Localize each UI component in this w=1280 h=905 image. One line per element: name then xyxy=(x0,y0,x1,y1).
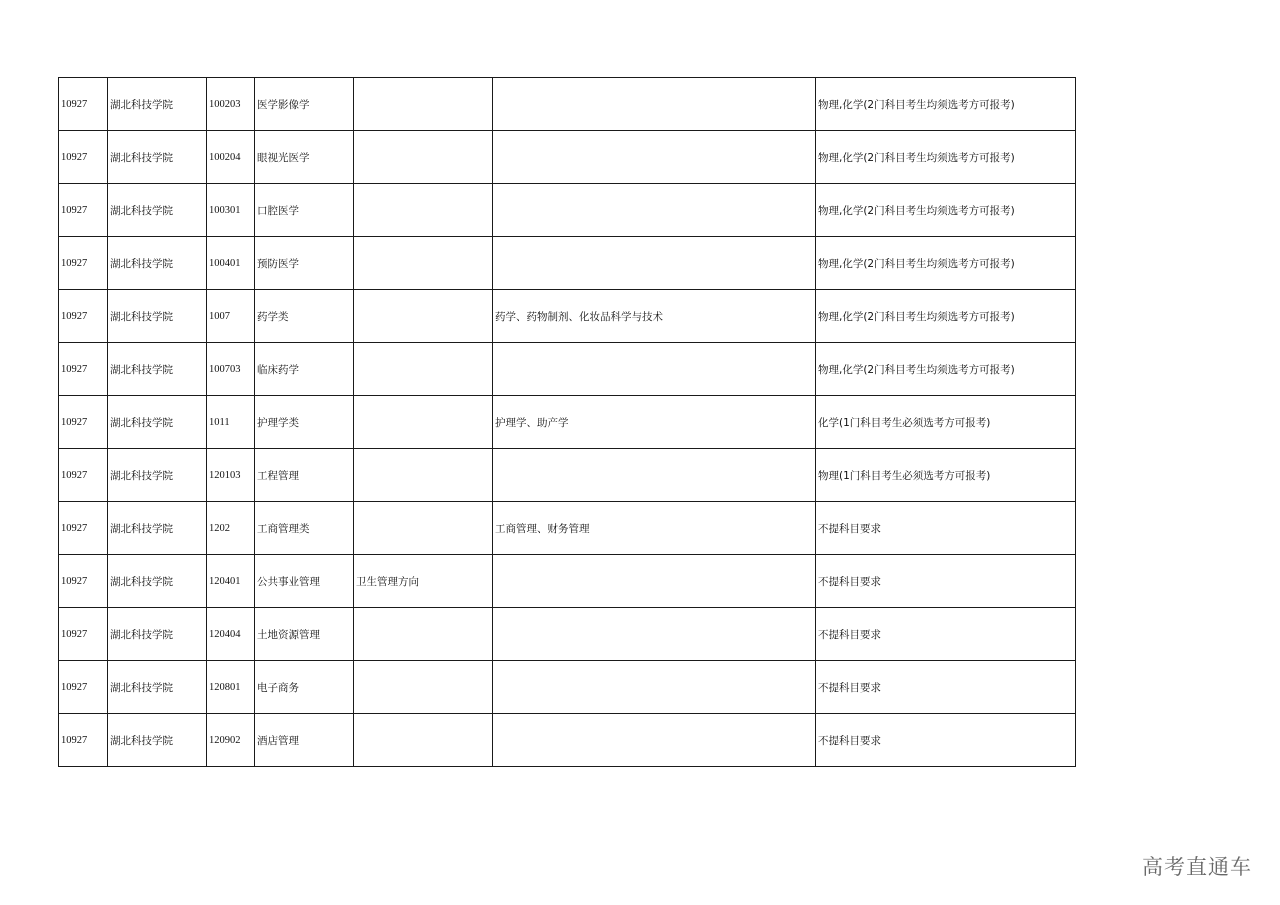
major-direction-cell xyxy=(354,184,493,237)
major-name-cell: 工商管理类 xyxy=(255,502,354,555)
school-name-cell: 湖北科技学院 xyxy=(108,290,207,343)
major-direction-cell xyxy=(354,608,493,661)
school-name-cell: 湖北科技学院 xyxy=(108,343,207,396)
school-name-cell: 湖北科技学院 xyxy=(108,396,207,449)
table-row xyxy=(59,290,1076,343)
table-body xyxy=(59,78,1076,767)
included-majors-cell xyxy=(493,608,816,661)
major-direction-cell xyxy=(354,343,493,396)
major-name-cell: 药学类 xyxy=(255,290,354,343)
school-name-cell: 湖北科技学院 xyxy=(108,131,207,184)
major-name-cell: 公共事业管理 xyxy=(255,555,354,608)
school-name-cell: 湖北科技学院 xyxy=(108,608,207,661)
subject-requirement-cell: 物理,化学(2门科目考生均须选考方可报考) xyxy=(816,78,1076,131)
subject-requirement-cell: 物理,化学(2门科目考生均须选考方可报考) xyxy=(816,290,1076,343)
school-code-cell: 10927 xyxy=(59,449,108,502)
major-code-cell: 100204 xyxy=(207,131,255,184)
subject-requirement-cell: 物理,化学(2门科目考生均须选考方可报考) xyxy=(816,131,1076,184)
major-direction-cell xyxy=(354,290,493,343)
major-direction-cell xyxy=(354,396,493,449)
school-code-cell: 10927 xyxy=(59,290,108,343)
subject-requirement-cell: 不提科目要求 xyxy=(816,661,1076,714)
major-code-cell: 120404 xyxy=(207,608,255,661)
included-majors-cell xyxy=(493,661,816,714)
subject-requirement-cell: 物理,化学(2门科目考生均须选考方可报考) xyxy=(816,237,1076,290)
included-majors-cell: 工商管理、财务管理 xyxy=(493,502,816,555)
school-code-cell: 10927 xyxy=(59,555,108,608)
included-majors-cell xyxy=(493,78,816,131)
major-direction-cell xyxy=(354,449,493,502)
major-direction-cell xyxy=(354,78,493,131)
table-row xyxy=(59,449,1076,502)
school-name-cell: 湖北科技学院 xyxy=(108,184,207,237)
major-direction-cell: 卫生管理方向 xyxy=(354,555,493,608)
subject-requirement-cell: 物理,化学(2门科目考生均须选考方可报考) xyxy=(816,343,1076,396)
included-majors-cell xyxy=(493,555,816,608)
major-code-cell: 120103 xyxy=(207,449,255,502)
subject-requirement-cell: 不提科目要求 xyxy=(816,555,1076,608)
table-row xyxy=(59,131,1076,184)
major-name-cell: 医学影像学 xyxy=(255,78,354,131)
major-name-cell: 酒店管理 xyxy=(255,714,354,767)
major-name-cell: 预防医学 xyxy=(255,237,354,290)
major-code-cell: 100301 xyxy=(207,184,255,237)
school-name-cell: 湖北科技学院 xyxy=(108,555,207,608)
table-row xyxy=(59,714,1076,767)
table-row xyxy=(59,555,1076,608)
school-name-cell: 湖北科技学院 xyxy=(108,714,207,767)
school-code-cell: 10927 xyxy=(59,714,108,767)
included-majors-cell xyxy=(493,449,816,502)
major-direction-cell xyxy=(354,502,493,555)
table-row xyxy=(59,184,1076,237)
major-code-cell: 1011 xyxy=(207,396,255,449)
school-code-cell: 10927 xyxy=(59,343,108,396)
school-code-cell: 10927 xyxy=(59,237,108,290)
major-direction-cell xyxy=(354,131,493,184)
table-row xyxy=(59,343,1076,396)
major-code-cell: 1007 xyxy=(207,290,255,343)
subject-requirement-cell: 物理,化学(2门科目考生均须选考方可报考) xyxy=(816,184,1076,237)
major-name-cell: 眼视光医学 xyxy=(255,131,354,184)
major-name-cell: 临床药学 xyxy=(255,343,354,396)
school-code-cell: 10927 xyxy=(59,502,108,555)
included-majors-cell xyxy=(493,714,816,767)
major-code-cell: 1202 xyxy=(207,502,255,555)
subject-requirement-cell: 物理(1门科目考生必须选考方可报考) xyxy=(816,449,1076,502)
school-code-cell: 10927 xyxy=(59,396,108,449)
table-row xyxy=(59,661,1076,714)
major-code-cell: 120401 xyxy=(207,555,255,608)
subject-requirement-cell: 不提科目要求 xyxy=(816,714,1076,767)
school-name-cell: 湖北科技学院 xyxy=(108,449,207,502)
table-row xyxy=(59,502,1076,555)
included-majors-cell xyxy=(493,343,816,396)
school-name-cell: 湖北科技学院 xyxy=(108,78,207,131)
school-code-cell: 10927 xyxy=(59,184,108,237)
major-name-cell: 护理学类 xyxy=(255,396,354,449)
table-row xyxy=(59,78,1076,131)
school-code-cell: 10927 xyxy=(59,78,108,131)
major-name-cell: 口腔医学 xyxy=(255,184,354,237)
table-row xyxy=(59,237,1076,290)
major-name-cell: 电子商务 xyxy=(255,661,354,714)
included-majors-cell xyxy=(493,237,816,290)
table-row xyxy=(59,396,1076,449)
major-code-cell: 120801 xyxy=(207,661,255,714)
major-direction-cell xyxy=(354,237,493,290)
subject-requirement-cell: 不提科目要求 xyxy=(816,502,1076,555)
table-row xyxy=(59,608,1076,661)
watermark: 高考直通车 xyxy=(1142,855,1252,879)
major-name-cell: 土地资源管理 xyxy=(255,608,354,661)
included-majors-cell: 护理学、助产学 xyxy=(493,396,816,449)
school-code-cell: 10927 xyxy=(59,661,108,714)
school-name-cell: 湖北科技学院 xyxy=(108,661,207,714)
subject-requirement-cell: 不提科目要求 xyxy=(816,608,1076,661)
major-name-cell: 工程管理 xyxy=(255,449,354,502)
major-direction-cell xyxy=(354,661,493,714)
major-code-cell: 100703 xyxy=(207,343,255,396)
included-majors-cell xyxy=(493,184,816,237)
majors-table xyxy=(58,77,1076,767)
subject-requirement-cell: 化学(1门科目考生必须选考方可报考) xyxy=(816,396,1076,449)
major-direction-cell xyxy=(354,714,493,767)
major-code-cell: 120902 xyxy=(207,714,255,767)
included-majors-cell: 药学、药物制剂、化妆品科学与技术 xyxy=(493,290,816,343)
school-name-cell: 湖北科技学院 xyxy=(108,237,207,290)
school-name-cell: 湖北科技学院 xyxy=(108,502,207,555)
included-majors-cell xyxy=(493,131,816,184)
major-code-cell: 100203 xyxy=(207,78,255,131)
school-code-cell: 10927 xyxy=(59,608,108,661)
major-code-cell: 100401 xyxy=(207,237,255,290)
school-code-cell: 10927 xyxy=(59,131,108,184)
